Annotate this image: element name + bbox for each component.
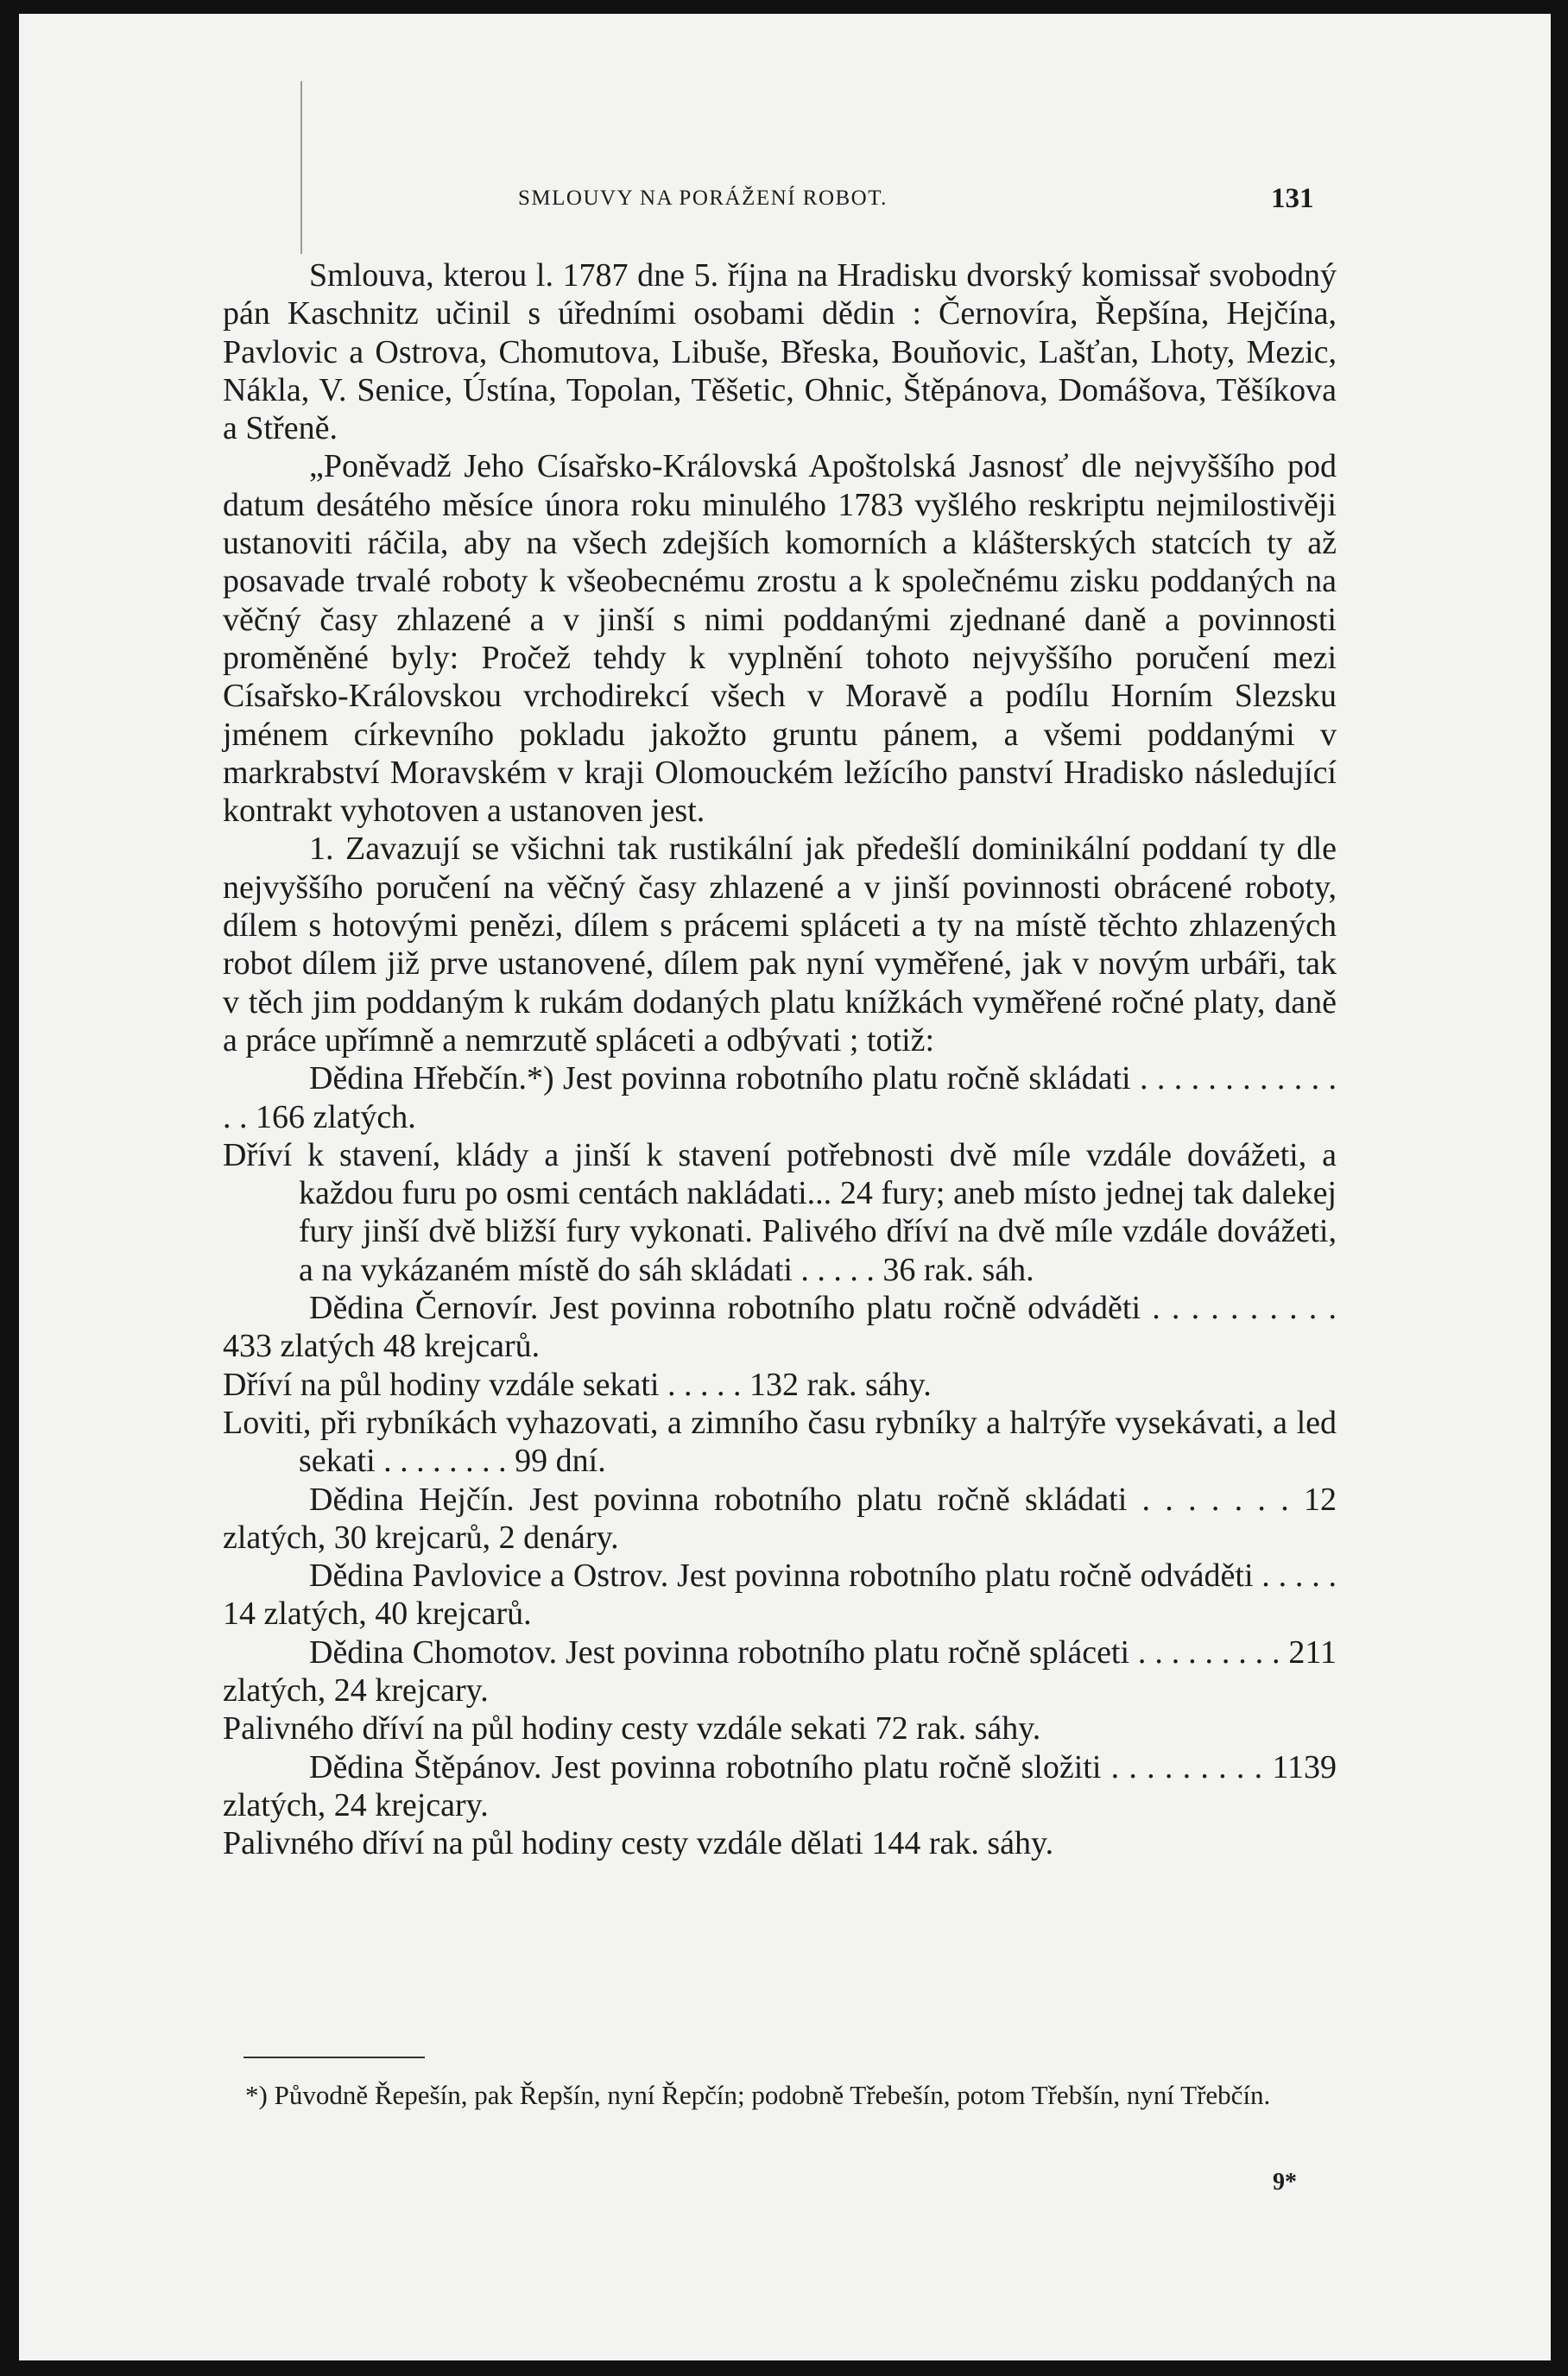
entry-stepanov-wood: Palivného dříví na půl hodiny cesty vzdále dělati 144 rak. sáhy.	[223, 1825, 1054, 1862]
signature-mark: 9*	[1273, 2169, 1297, 2196]
clause-1-paragraph: 1. Zavazují se všichni tak rustikální jak předešlí dominikální poddaní ty dle nejvyššího poručení na věčný časy zhlazené a v jinší povinnosti obrácené roboty, dílem s hotovými penězi, dílem s prácemi spláceti a ty na místě těchto zhlazených robot dílem již prve ustanovené, dílem pak nyní vyměřené, jak v novým urbáři, tak v těch jim poddaným k rukám dodaných platu knížkách vyměřené ročné platy, daně a práce upřímně a nemrzutě spláceti a odbývati ; totiž:	[223, 831, 1337, 1058]
entry-chomotov: Dědina Chomotov. Jest povinna robotního platu ročně spláceti . . . . . . . . . 211 zlatých, 24 krejcary.	[223, 1634, 1337, 1709]
entry-chomotov-wood: Palivného dříví na půl hodiny cesty vzdále sekati 72 rak. sáhy.	[223, 1710, 1041, 1747]
footnote-text: *) Původně Řepešín, pak Řepšín, nyní Řepčín; podobně Třebešín, potom Třebšín, nyní Třebčín.	[245, 2080, 1271, 2110]
footnote-rule	[243, 2057, 425, 2058]
margin-line	[300, 81, 302, 254]
page-number: 131	[1271, 183, 1314, 214]
entry-pavlovice: Dědina Pavlovice a Ostrov. Jest povinna robotního platu ročně odváděti . . . . . 14 zlatých, 40 krejcarů.	[223, 1558, 1337, 1633]
running-head: SMLOUVY NA PORÁŽENÍ ROBOT.	[518, 186, 888, 210]
entry-cernovir: Dědina Černovír. Jest povinna robotního platu ročně odváděti . . . . . . . . . . 433 zlatých 48 krejcarů.	[223, 1290, 1337, 1365]
entry-cernovir-wood: Dříví na půl hodiny vzdále sekati . . . . . 132 rak. sáhy.	[223, 1366, 932, 1403]
intro-paragraph: Smlouva, kterou l. 1787 dne 5. října na Hradisku dvorský komissař svobodný pán Kaschnitz učinil s úředními osobami dědin : Černovíra, Řepšína, Hejčína, Pavlovic a Ostrova, Chomutova, Libuše, Břeska, Bouňovic, Lašťan, Lhoty, Mezic, Nákla, V. Senice, Ústína, Topolan, Těšetic, Ohnic, Štěpánova, Domášova, Těšíkova a Střeně.	[223, 257, 1337, 447]
footnote	[245, 2079, 1335, 2112]
entry-hrebcin-wood: Dříví k stavení, klády a jinší k stavení potřebnosti dvě míle vzdále dovážeti, a každou furu po osmi centách nakládati... 24 fury; aneb místo jednej tak dalekej fury jinší dvě bližší fury vykonati. Palivého dříví na dvě míle vzdále dovážeti, a na vykázaném místě do sáh skládati . . . . . 36 rak. sáh.	[223, 1136, 1337, 1288]
entry-cernovir-fish: Loviti, při rybníkách vyhazovati, a zimního času rybníky a halтýře vysekávati, a led sekati . . . . . . . . 99 dní.	[223, 1404, 1337, 1480]
quote-paragraph: „Poněvadž Jeho Císařsko-Královská Apoštolská Jasnosť dle nejvyššího pod datum desátého měsíce února roku minulého 1783 vyšlého reskriptu nejmilostivěji ustanoviti ráčila, aby na všech zdejších komorních a klášterských statcích ty až posavade trvalé roboty k všeobecnému zrostu a k společnému zisku poddaných na věčný časy zhlazené a v jinší s nimi poddanými zjednané daně a povinnosti proměněné byly: Pročež tehdy k vyplnění tohoto nejvyššího poručení mezi Císařsko-Královskou vrchodirekcí všech v Moravě a podílu Horním Slezsku jménem církevního pokladu jakožto gruntu pánem, a všemi poddanými v markrabství Moravském v kraji Olomouckém ležícího panství Hradisko následující kontrakt vyhotoven a ustanoven jest.	[223, 448, 1337, 830]
body-text	[223, 256, 1337, 1862]
entry-hrebcin: Dědina Hřebčín.*) Jest povinna robotního platu ročně skládati . . . . . . . . . . . . . . 166 zlatých.	[223, 1060, 1337, 1135]
entry-hejcin: Dědina Hejčín. Jest povinna robotního platu ročně skládati . . . . . . . 12 zlatých, 30 krejcarů, 2 denáry.	[223, 1481, 1337, 1556]
entry-stepanov: Dědina Štěpánov. Jest povinna robotního platu ročně složiti . . . . . . . . . 1139 zlatých, 24 krejcary.	[223, 1748, 1337, 1823]
